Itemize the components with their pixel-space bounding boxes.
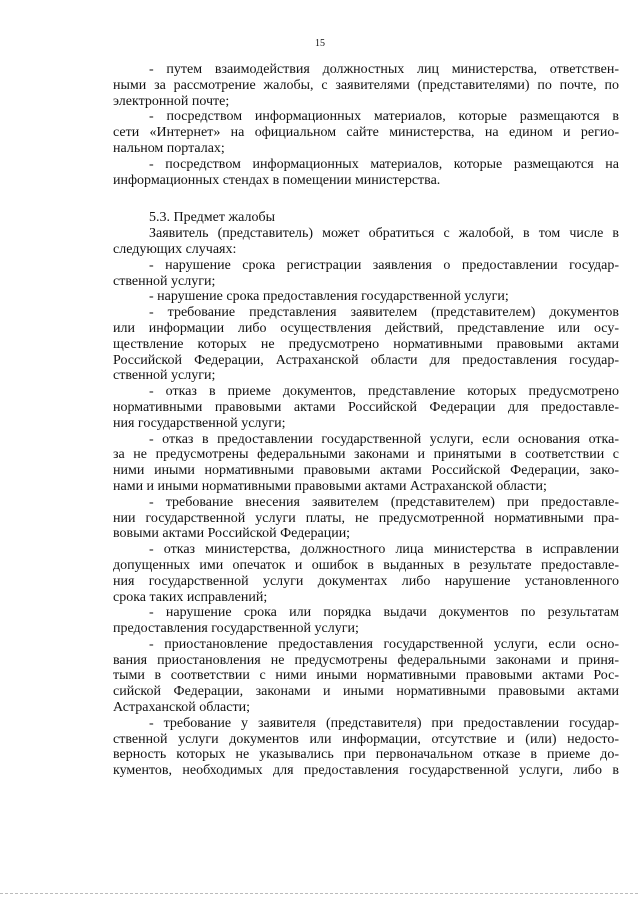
text-line: - требование у заявителя (представителя) при предоставлении государ- bbox=[149, 715, 619, 731]
spacer bbox=[113, 188, 619, 210]
text-line: 5.3. Предмет жалобы bbox=[149, 210, 275, 226]
text-line: ния государственной услуги; bbox=[113, 415, 286, 431]
text-line: - отказ в предоставлении государственной услуги, если основания отка- bbox=[149, 431, 619, 447]
text-line: ственной услуги документов или информации, отсутствие и (или) недосто- bbox=[113, 731, 619, 747]
text-line: ществление которых не предусмотрено нормативными правовыми актами bbox=[113, 336, 619, 352]
text-line: срока таких исправлений; bbox=[113, 589, 268, 605]
text-line: Астраханской области; bbox=[113, 700, 250, 716]
text-line: Российской Федерации, Астраханской области для предоставления государ- bbox=[113, 352, 619, 368]
page-number: 15 bbox=[315, 38, 325, 49]
text-line: ственной услуги; bbox=[113, 273, 216, 289]
text-line: следующих случаях: bbox=[113, 241, 237, 257]
text-line: ними иными нормативными правовыми актами Российской Федерации, зако- bbox=[113, 463, 619, 479]
text-line: допущенных ими опечаток и ошибок в выданных в результате предоставле- bbox=[113, 557, 619, 573]
text-line: Заявитель (представитель) может обратиться с жалобой, в том числе в bbox=[149, 226, 619, 242]
text-line: сийской Федерации, законами и иными нормативными правовыми актами bbox=[113, 684, 619, 700]
text-line: предоставления государственной услуги; bbox=[113, 621, 359, 637]
text-line: сети «Интернет» на официальном сайте министерства, на едином и регио- bbox=[113, 125, 619, 141]
text-line: ственной услуги; bbox=[113, 368, 216, 384]
text-line: - нарушение срока предоставления государственной услуги; bbox=[149, 289, 509, 305]
text-line: информационных стендах в помещении министерства. bbox=[113, 172, 441, 188]
text-line: - нарушение срока регистрации заявления о предоставлении государ- bbox=[149, 257, 619, 273]
text-line: или информации либо осуществления действий, представление или осу- bbox=[113, 320, 619, 336]
text-line: - нарушение срока или порядка выдачи документов по результатам bbox=[149, 605, 619, 621]
text-line: ными за рассмотрение жалобы, с заявителями (представителями) по почте, по bbox=[113, 77, 619, 93]
text-line: - требование представления заявителем (представителем) документов bbox=[149, 305, 619, 321]
text-line: - отказ в приеме документов, представление которых предусмотрено bbox=[149, 384, 619, 400]
text-line: - посредством информационных материалов, которые размещаются на bbox=[149, 156, 619, 172]
text-line: - требование внесения заявителем (представителем) при предоставле- bbox=[149, 494, 619, 510]
text-line: нальном порталах; bbox=[113, 140, 225, 156]
text-line: кументов, необходимых для предоставления государственной услуги, либо в bbox=[113, 763, 619, 779]
text-line: вовыми актами Российской Федерации; bbox=[113, 526, 351, 542]
text-line: верность которых не указывались при первоначальном отказе в приеме до- bbox=[113, 747, 619, 763]
text-line: нии государственной услуги платы, не предусмотренной нормативными пра- bbox=[113, 510, 619, 526]
text-line: - путем взаимодействия должностных лиц министерства, ответствен- bbox=[149, 62, 619, 77]
scan-edge-line bbox=[0, 893, 640, 894]
text-line: тыми в соответствии с ними иными нормативными правовыми актами Рос- bbox=[113, 668, 619, 684]
text-line: - посредством информационных материалов, которые размещаются в bbox=[149, 109, 619, 125]
text-line: - приостановление предоставления государственной услуги, если осно- bbox=[149, 636, 619, 652]
text-line: нормативными правовыми актами Российской Федерации для предоставле- bbox=[113, 399, 619, 415]
text-line: - отказ министерства, должностного лица министерства в исправлении bbox=[149, 542, 619, 558]
text-line: вания приостановления не предусмотрены федеральными законами и приня- bbox=[113, 652, 619, 668]
text-line: ния государственной услуги документах либо нарушение установленного bbox=[113, 573, 619, 589]
text-line: нами и иными нормативными правовыми актами Астраханской области; bbox=[113, 478, 547, 494]
text-line: электронной почте; bbox=[113, 93, 230, 109]
text-line: за не предусмотрены федеральными законами и принятыми в соответствии с bbox=[113, 447, 619, 463]
document-body bbox=[113, 62, 619, 779]
